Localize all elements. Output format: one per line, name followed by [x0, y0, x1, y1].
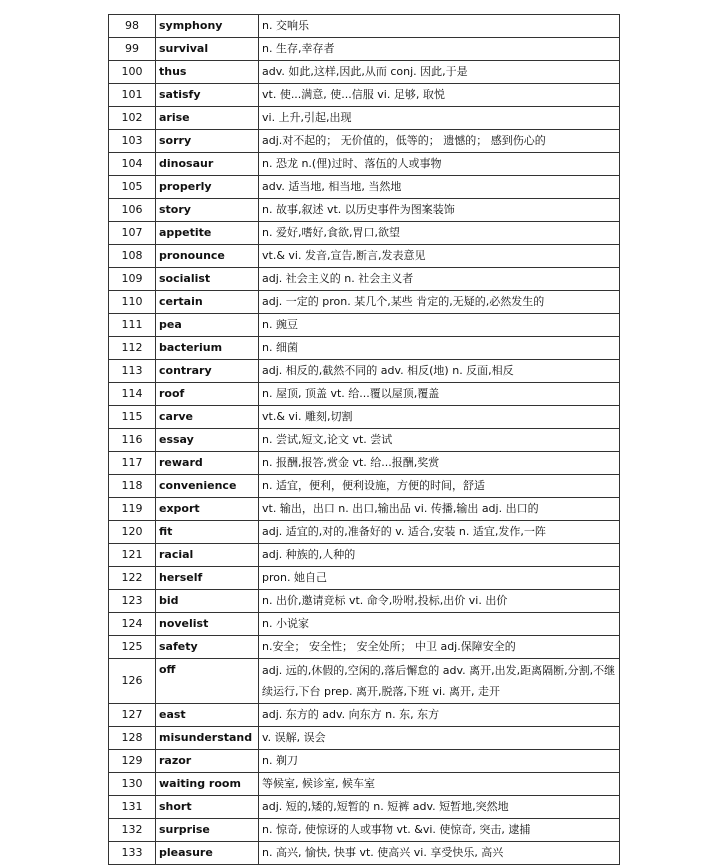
row-number-cell: 108: [109, 245, 156, 268]
definition-cell: n. 交响乐: [259, 15, 620, 38]
definition-cell: n. 细菌: [259, 337, 620, 360]
word-cell: roof: [156, 383, 259, 406]
row-number-cell: 99: [109, 38, 156, 61]
definition-cell: adj.对不起的； 无价值的，低等的； 遗憾的； 感到伤心的: [259, 130, 620, 153]
definition-cell: n. 生存,幸存者: [259, 38, 620, 61]
definition-cell: n. 爱好,嗜好,食欲,胃口,欲望: [259, 222, 620, 245]
table-row: [109, 84, 620, 107]
table-row: [109, 567, 620, 590]
row-number-cell: 131: [109, 796, 156, 819]
word-cell: certain: [156, 291, 259, 314]
word-cell: carve: [156, 406, 259, 429]
row-number-cell: 121: [109, 544, 156, 567]
table-row: [109, 38, 620, 61]
word-cell: survival: [156, 38, 259, 61]
table-row: [109, 107, 620, 130]
row-number-cell: 98: [109, 15, 156, 38]
word-cell: herself: [156, 567, 259, 590]
table-row: [109, 199, 620, 222]
vocabulary-sheet: [108, 14, 620, 865]
word-cell: story: [156, 199, 259, 222]
definition-cell: n. 报酬,报答,赏金 vt. 给...报酬,奖赏: [259, 452, 620, 475]
word-cell: reward: [156, 452, 259, 475]
row-number-cell: 119: [109, 498, 156, 521]
word-cell: pronounce: [156, 245, 259, 268]
table-row: [109, 590, 620, 613]
definition-cell: n. 剃刀: [259, 750, 620, 773]
word-cell: symphony: [156, 15, 259, 38]
table-row: [109, 636, 620, 659]
row-number-cell: 105: [109, 176, 156, 199]
definition-cell: vt. 使...满意, 使...信服 vi. 足够, 取悦: [259, 84, 620, 107]
row-number-cell: 107: [109, 222, 156, 245]
word-cell: razor: [156, 750, 259, 773]
table-row: [109, 314, 620, 337]
word-cell: satisfy: [156, 84, 259, 107]
word-cell: pleasure: [156, 842, 259, 865]
definition-cell: n. 出价,邀请竞标 vt. 命令,吩咐,投标,出价 vi. 出价: [259, 590, 620, 613]
row-number-cell: 122: [109, 567, 156, 590]
definition-cell: adj. 一定的 pron. 某几个,某些 肯定的,无疑的,必然发生的: [259, 291, 620, 314]
table-row: [109, 130, 620, 153]
definition-cell: v. 误解, 误会: [259, 727, 620, 750]
table-row: [109, 659, 620, 704]
word-cell: convenience: [156, 475, 259, 498]
definition-cell: n. 屋顶, 顶盖 vt. 给...覆以屋顶,覆盖: [259, 383, 620, 406]
definition-cell: adj. 社会主义的 n. 社会主义者: [259, 268, 620, 291]
word-cell: misunderstand: [156, 727, 259, 750]
definition-cell: n. 适宜，便利，便利设施，方便的时间，舒适: [259, 475, 620, 498]
table-row: [109, 360, 620, 383]
definition-cell: n. 故事,叙述 vt. 以历史事件为图案装饰: [259, 199, 620, 222]
table-row: [109, 61, 620, 84]
definition-cell: adj. 远的,休假的,空闲的,落后懈怠的 adv. 离开,出发,距离隔断,分割,不继续运行,下台 prep. 离开,脱落,下班 vi. 离开, 走开: [259, 659, 620, 704]
table-row: [109, 727, 620, 750]
table-row: [109, 452, 620, 475]
word-cell: surprise: [156, 819, 259, 842]
table-row: [109, 153, 620, 176]
table-row: [109, 429, 620, 452]
definition-cell: 等候室, 候诊室, 候车室: [259, 773, 620, 796]
word-cell: contrary: [156, 360, 259, 383]
table-row: [109, 773, 620, 796]
table-row: [109, 750, 620, 773]
definition-cell: n. 高兴, 愉快, 快事 vt. 使高兴 vi. 享受快乐, 高兴: [259, 842, 620, 865]
definition-cell: adv. 适当地, 相当地, 当然地: [259, 176, 620, 199]
table-row: [109, 704, 620, 727]
table-row: [109, 842, 620, 865]
row-number-cell: 127: [109, 704, 156, 727]
table-row: [109, 337, 620, 360]
row-number-cell: 104: [109, 153, 156, 176]
row-number-cell: 129: [109, 750, 156, 773]
row-number-cell: 116: [109, 429, 156, 452]
row-number-cell: 120: [109, 521, 156, 544]
row-number-cell: 101: [109, 84, 156, 107]
row-number-cell: 100: [109, 61, 156, 84]
table-row: [109, 613, 620, 636]
table-row: [109, 222, 620, 245]
table-row: [109, 291, 620, 314]
definition-cell: vt.& vi. 雕刻,切割: [259, 406, 620, 429]
row-number-cell: 106: [109, 199, 156, 222]
definition-cell: pron. 她自己: [259, 567, 620, 590]
row-number-cell: 102: [109, 107, 156, 130]
definition-cell: adj. 相反的,截然不同的 adv. 相反(地) n. 反面,相反: [259, 360, 620, 383]
word-cell: waiting room: [156, 773, 259, 796]
word-cell: arise: [156, 107, 259, 130]
row-number-cell: 133: [109, 842, 156, 865]
word-cell: novelist: [156, 613, 259, 636]
word-cell: off: [156, 659, 259, 704]
row-number-cell: 130: [109, 773, 156, 796]
word-cell: east: [156, 704, 259, 727]
word-cell: dinosaur: [156, 153, 259, 176]
table-row: [109, 796, 620, 819]
definition-cell: adj. 适宜的,对的,准备好的 v. 适合,安装 n. 适宜,发作,一阵: [259, 521, 620, 544]
vocabulary-table: [108, 14, 620, 865]
row-number-cell: 103: [109, 130, 156, 153]
word-cell: properly: [156, 176, 259, 199]
definition-cell: n.安全； 安全性； 安全处所； 中卫 adj.保障安全的: [259, 636, 620, 659]
word-cell: thus: [156, 61, 259, 84]
row-number-cell: 124: [109, 613, 156, 636]
row-number-cell: 123: [109, 590, 156, 613]
definition-cell: vt. 输出，出口 n. 出口,输出品 vi. 传播,输出 adj. 出口的: [259, 498, 620, 521]
definition-cell: adj. 东方的 adv. 向东方 n. 东, 东方: [259, 704, 620, 727]
definition-cell: n. 惊奇, 使惊讶的人或事物 vt. &vi. 使惊奇, 突击, 逮捕: [259, 819, 620, 842]
word-cell: sorry: [156, 130, 259, 153]
row-number-cell: 109: [109, 268, 156, 291]
row-number-cell: 114: [109, 383, 156, 406]
definition-cell: adj. 短的,矮的,短暂的 n. 短裤 adv. 短暂地,突然地: [259, 796, 620, 819]
definition-cell: vi. 上升,引起,出现: [259, 107, 620, 130]
word-cell: bacterium: [156, 337, 259, 360]
row-number-cell: 111: [109, 314, 156, 337]
definition-cell: adj. 种族的,人种的: [259, 544, 620, 567]
word-cell: racial: [156, 544, 259, 567]
definition-cell: vt.& vi. 发音,宣告,断言,发表意见: [259, 245, 620, 268]
table-row: [109, 475, 620, 498]
definition-cell: n. 小说家: [259, 613, 620, 636]
row-number-cell: 115: [109, 406, 156, 429]
definition-cell: n. 恐龙 n.(俚)过时、落伍的人或事物: [259, 153, 620, 176]
word-cell: pea: [156, 314, 259, 337]
table-row: [109, 176, 620, 199]
word-cell: export: [156, 498, 259, 521]
row-number-cell: 126: [109, 659, 156, 704]
table-row: [109, 383, 620, 406]
table-row: [109, 544, 620, 567]
word-cell: essay: [156, 429, 259, 452]
table-row: [109, 521, 620, 544]
table-row: [109, 819, 620, 842]
definition-cell: n. 豌豆: [259, 314, 620, 337]
word-cell: safety: [156, 636, 259, 659]
word-cell: short: [156, 796, 259, 819]
row-number-cell: 113: [109, 360, 156, 383]
row-number-cell: 118: [109, 475, 156, 498]
table-row: [109, 268, 620, 291]
table-row: [109, 15, 620, 38]
row-number-cell: 117: [109, 452, 156, 475]
word-cell: fit: [156, 521, 259, 544]
definition-cell: adv. 如此,这样,因此,从而 conj. 因此,于是: [259, 61, 620, 84]
row-number-cell: 112: [109, 337, 156, 360]
row-number-cell: 110: [109, 291, 156, 314]
word-cell: appetite: [156, 222, 259, 245]
vocabulary-table-body: [109, 15, 620, 865]
table-row: [109, 245, 620, 268]
row-number-cell: 132: [109, 819, 156, 842]
table-row: [109, 406, 620, 429]
row-number-cell: 128: [109, 727, 156, 750]
definition-cell: n. 尝试,短文,论文 vt. 尝试: [259, 429, 620, 452]
table-row: [109, 498, 620, 521]
word-cell: bid: [156, 590, 259, 613]
word-cell: socialist: [156, 268, 259, 291]
row-number-cell: 125: [109, 636, 156, 659]
